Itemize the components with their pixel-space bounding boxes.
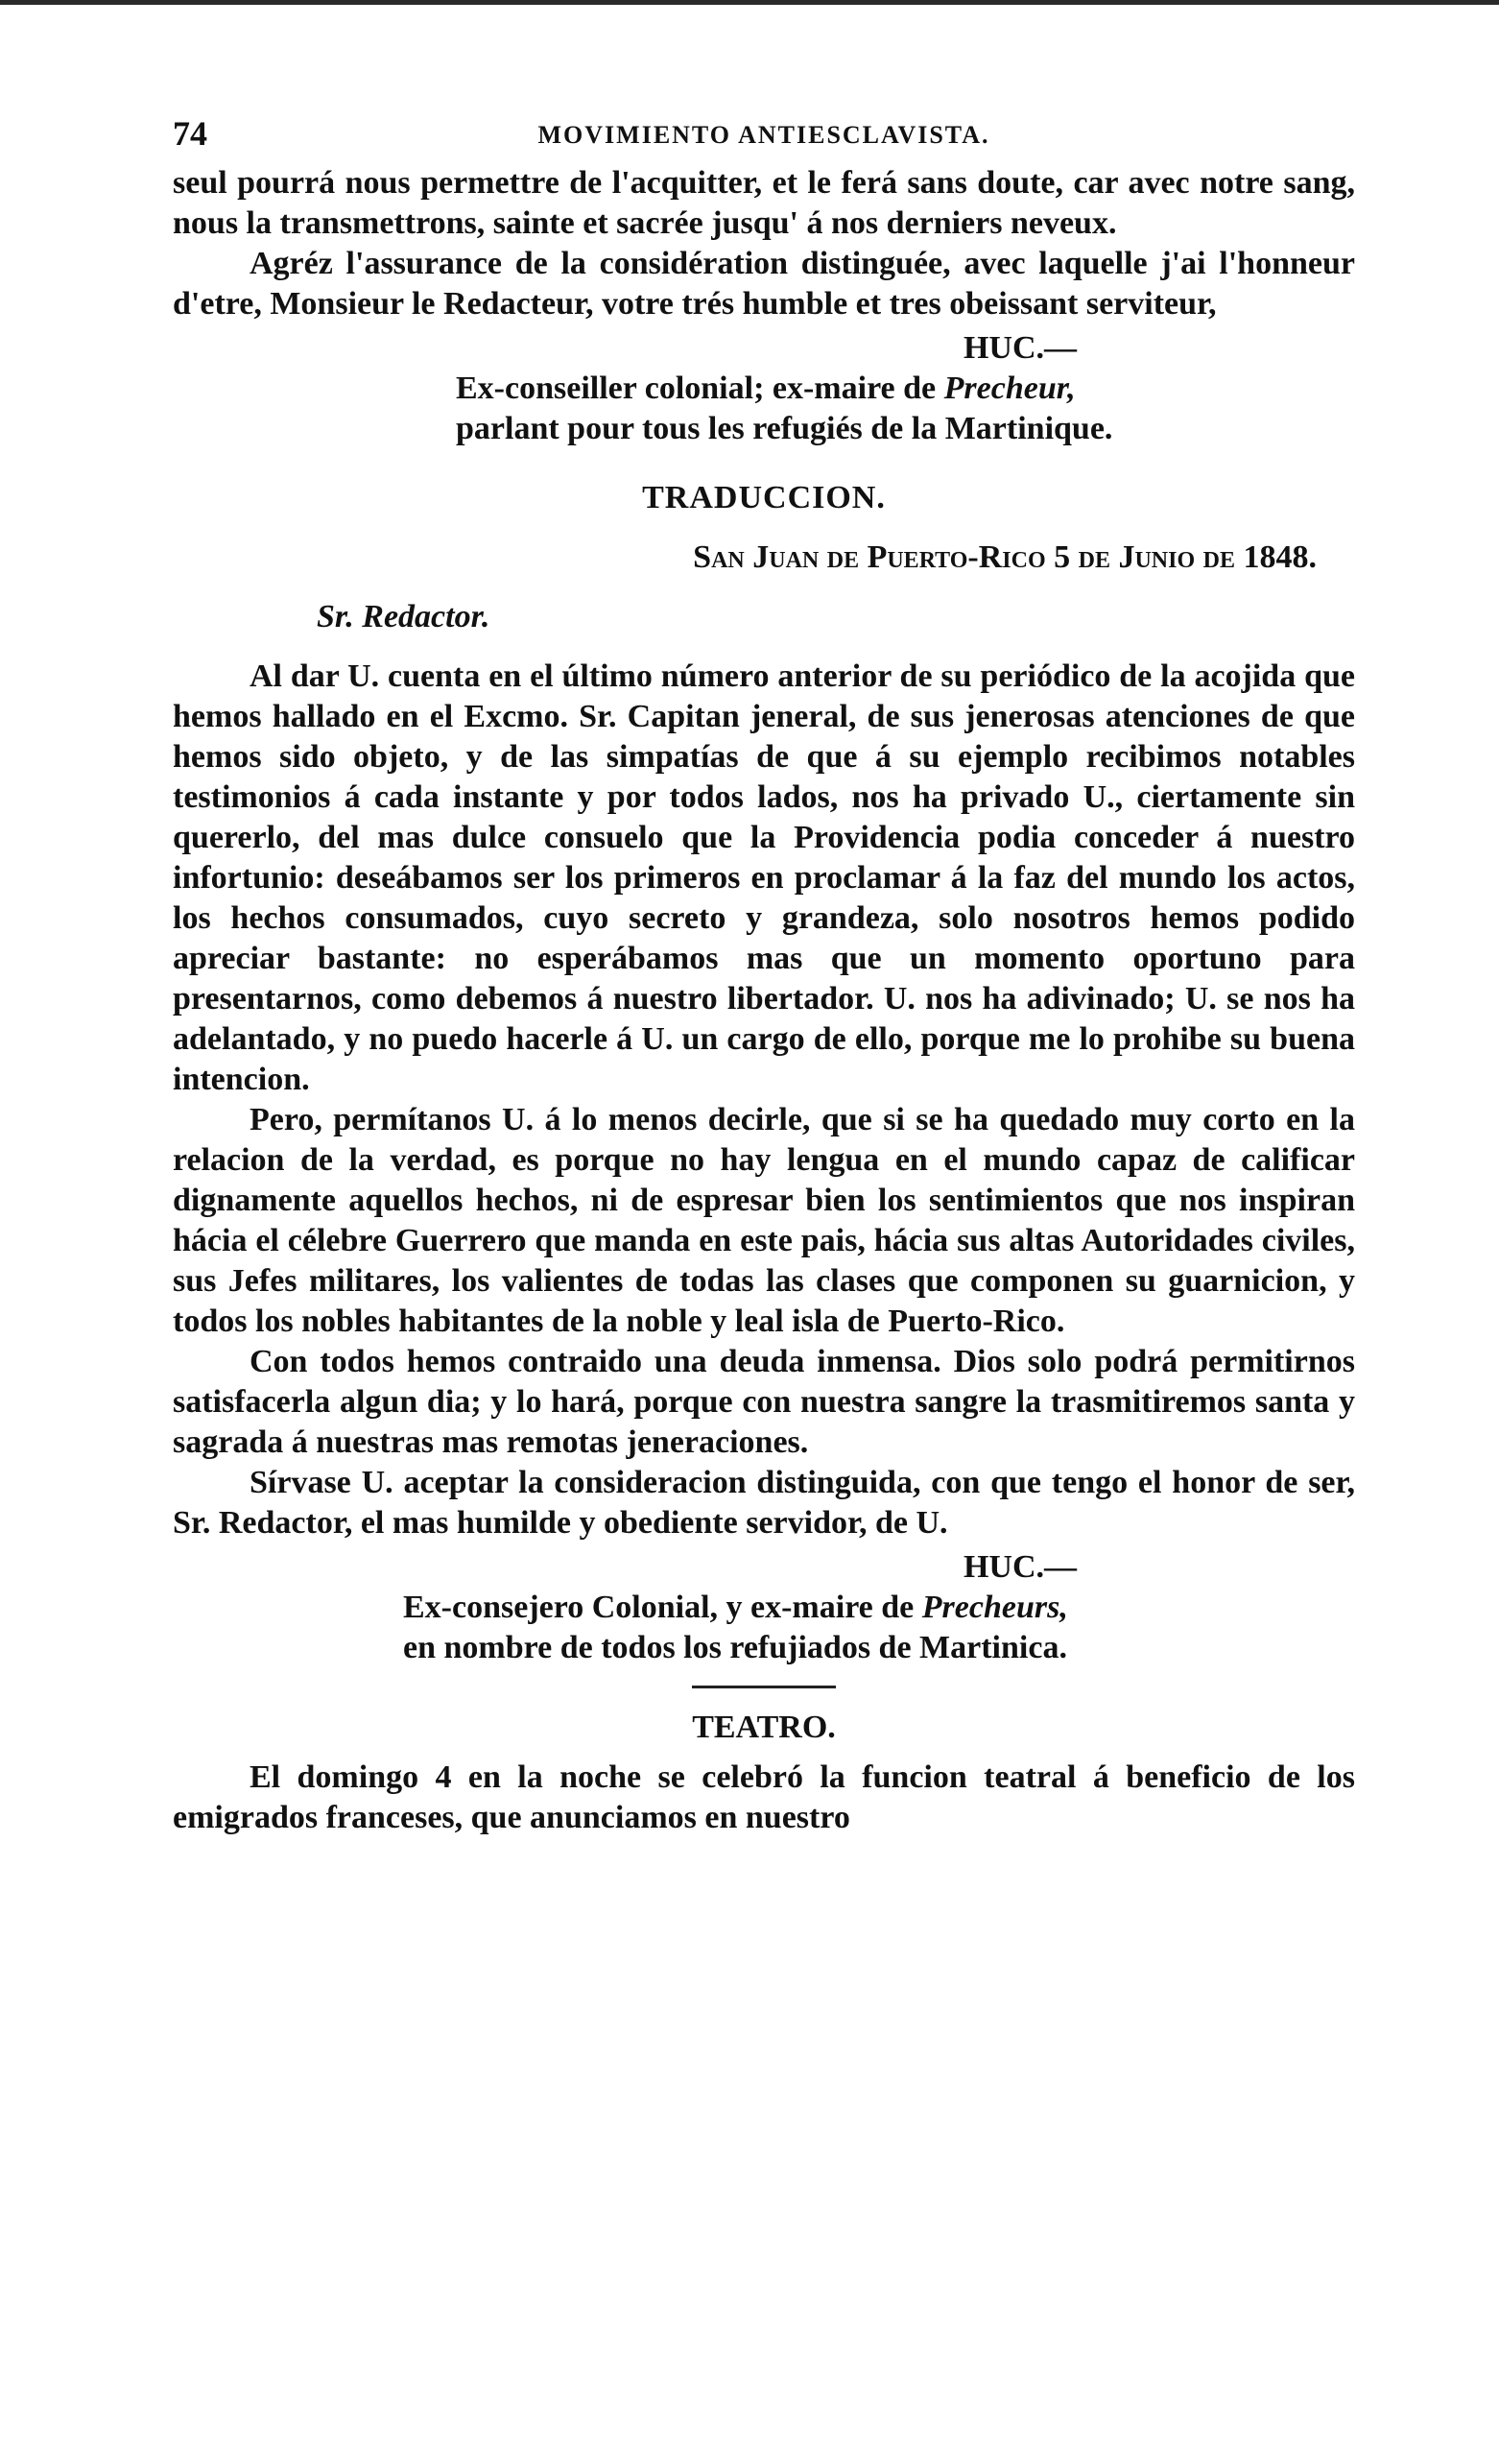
translation-dateline: San Juan de Puerto-Rico 5 de Junio de 1848. [693,539,1317,575]
translation-title-prefix: Ex-consejero Colonial, y ex-maire de [403,1590,915,1625]
page-number: 74 [173,114,207,153]
translation-title-place: Precheurs, [921,1590,1068,1625]
translation-signature-title-1 [403,1588,1355,1628]
translation-paragraph-1: Al dar U. cuenta en el último número anterior de su periódico de la acojida que hemos hallado en el Excmo. Sr. Capitan jeneral, de sus jenerosas atenciones de que hemos sido objeto, y de las simpatías de que á su ejemplo recibimos notables testimonios á cada instante y por todos lados, nos ha privado U., ciertamente sin quererlo, del mas dulce consuelo que la Providencia podia conceder á nuestro infortunio: deseábamos ser los primeros en proclamar á la faz del mundo los actos, los hechos consumados, cuyo secreto y grandeza, solo nosotros hemos podido apreciar bastante: no esperábamos mas que un momento oportuno para presentarnos, como debemos á nuestro libertador. U. nos ha adivinado; U. se nos ha adelantado, y no puedo hacerle á U. un cargo de ello, porque me lo prohibe su buena intencion. [173,658,1355,1097]
theatre-paragraph-1: El domingo 4 en la noche se celebró la funcion teatral á beneficio de los emigrados franceses, que anunciamos en nuestro [173,1759,1355,1835]
body-text [173,163,1355,1838]
french-paragraph-1: seul pourrá nous permettre de l'acquitter, et le ferá sans doute, car avec notre sang, nous la transmettrons, sainte et sacrée jusqu' á nos derniers neveux. [173,165,1355,241]
theatre-heading: TEATRO. [692,1710,836,1745]
translation-signature-title-2: en nombre de todos los refujiados de Martinica. [403,1630,1067,1665]
translation-paragraph-4: Sírvase U. aceptar la consideracion distinguida, con que tengo el honor de ser, Sr. Redactor, el mas humilde y obediente servidor, de U. [173,1465,1355,1541]
running-title: MOVIMIENTO ANTIESCLAVISTA. [537,121,990,149]
translation-heading: TRADUCCION. [642,480,886,515]
french-paragraph-2: Agréz l'assurance de la considération distinguée, avec laquelle j'ai l'honneur d'etre, Monsieur le Redacteur, votre trés humble et tres obeissant serviteur, [173,246,1355,322]
french-title-prefix: Ex-conseiller colonial; ex-maire de [456,371,937,406]
section-divider [692,1686,836,1688]
translation-paragraph-3: Con todos hemos contraido una deuda inmensa. Dios solo podrá permitirnos satisfacerla algun dia; y lo hará, porque con nuestra sangre la trasmitiremos santa y sagrada á nuestras mas remotas jeneraciones. [173,1344,1355,1460]
book-page [173,106,1355,1838]
running-head [173,106,1355,163]
french-signature: HUC.— [963,330,1077,366]
translation-signature: HUC.— [963,1549,1077,1585]
translation-paragraph-2: Pero, permítanos U. á lo menos decirle, que si se ha quedado muy corto en la relacion de la verdad, es porque no hay lengua en el mundo capaz de calificar dignamente aquellos hechos, ni de espresar bien los sentimientos que nos inspiran hácia el célebre Guerrero que manda en este pais, hácia sus altas Autoridades civiles, sus Jefes militares, los valientes de todas las clases que componen su guarnicion, y todos los nobles habitantes de la noble y leal isla de Puerto-Rico. [173,1102,1355,1339]
french-signature-title-2: parlant pour tous les refugiés de la Martinique. [456,411,1113,446]
translation-salutation: Sr. Redactor. [317,599,490,634]
top-border-rule [0,0,1499,5]
french-title-place: Precheur, [943,371,1076,406]
french-signature-title-1 [456,369,1355,409]
